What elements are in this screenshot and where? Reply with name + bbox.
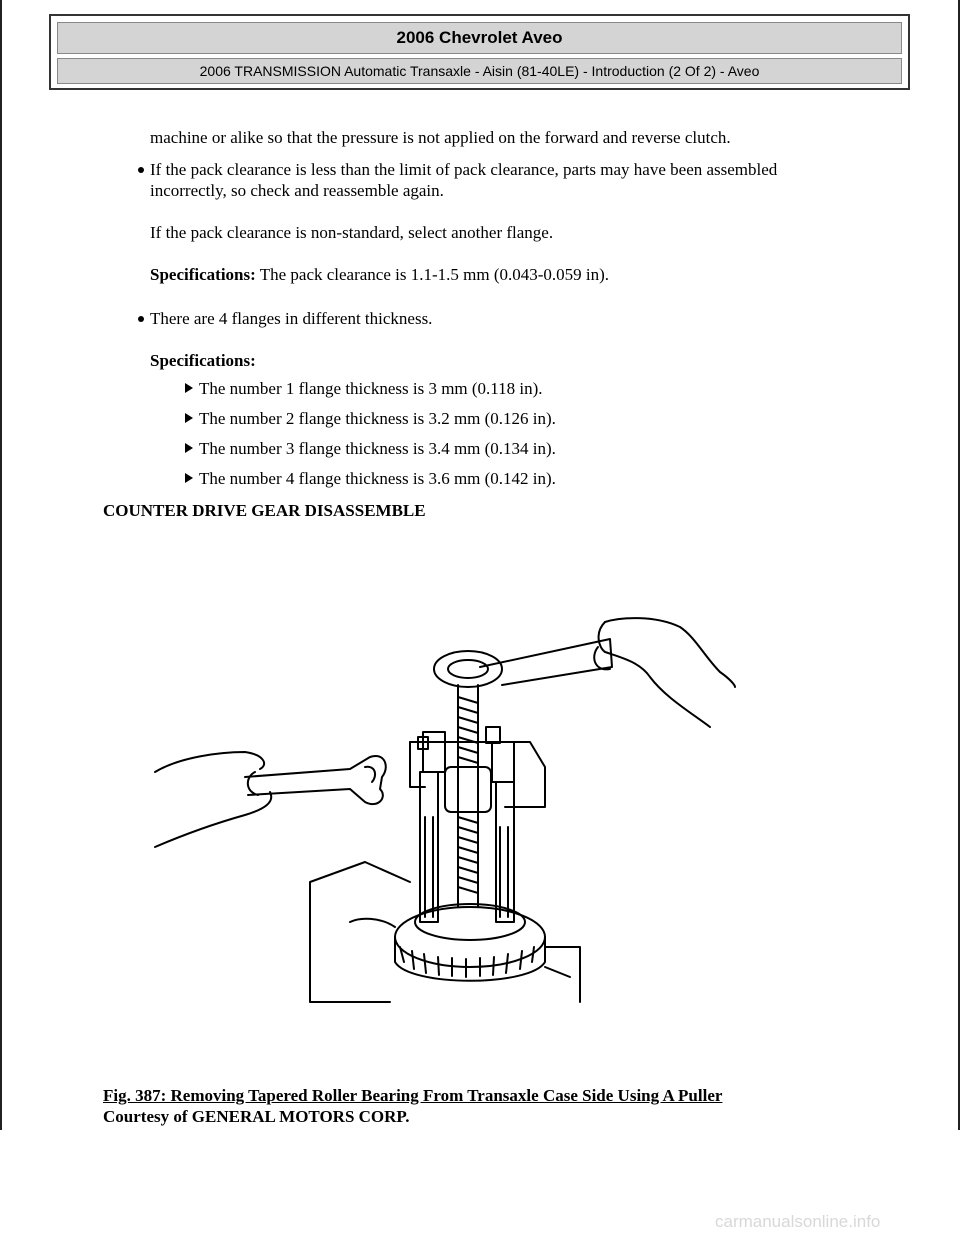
bullet-dot-icon	[138, 167, 144, 173]
bullet1-line2: incorrectly, so check and reassemble again.	[150, 181, 444, 200]
spec2-label	[150, 350, 256, 371]
bullet2-text: There are 4 flanges in different thickness.	[150, 309, 433, 328]
bullet-dot-icon	[138, 316, 144, 322]
flange-item-1: The number 1 flange thickness is 3 mm (0.118 in).	[199, 379, 543, 398]
spec2-label-bold: Specifications:	[150, 351, 256, 370]
flange-item-2: The number 2 flange thickness is 3.2 mm (0.126 in).	[199, 409, 556, 428]
spec1-label: Specifications:	[150, 265, 256, 284]
header-subtitle: 2006 TRANSMISSION Automatic Transaxle - Aisin (81-40LE) - Introduction (2 Of 2) - Aveo	[57, 58, 902, 84]
flange-item-3: The number 3 flange thickness is 3.4 mm (0.134 in).	[199, 439, 556, 458]
document-header	[49, 14, 910, 90]
bullet1-line1: If the pack clearance is less than the limit of pack clearance, parts may have been assembled	[150, 160, 778, 179]
arrow-bullet-icon	[185, 383, 193, 393]
arrow-bullet-icon	[185, 473, 193, 483]
nonstandard-paragraph: If the pack clearance is non-standard, select another flange.	[150, 223, 554, 242]
page-left-border	[0, 0, 2, 1130]
flange-item-4: The number 4 flange thickness is 3.6 mm (0.142 in).	[199, 469, 556, 488]
arrow-bullet-icon	[185, 413, 193, 423]
body-continuation-text: machine or alike so that the pressure is not applied on the forward and reverse clutch.	[150, 128, 731, 147]
spec1-paragraph	[150, 264, 609, 285]
puller-illustration	[150, 617, 740, 1012]
figure-courtesy: Courtesy of GENERAL MOTORS CORP.	[103, 1107, 410, 1126]
spec1-text: The pack clearance is 1.1-1.5 mm (0.043-0.059 in).	[255, 265, 610, 284]
section-heading: COUNTER DRIVE GEAR DISASSEMBLE	[103, 501, 426, 520]
header-title: 2006 Chevrolet Aveo	[57, 22, 902, 54]
footer-watermark: carmanualsonline.info	[715, 1212, 881, 1231]
arrow-bullet-icon	[185, 443, 193, 453]
figure-caption: Fig. 387: Removing Tapered Roller Bearing From Transaxle Case Side Using A Puller	[103, 1086, 723, 1105]
